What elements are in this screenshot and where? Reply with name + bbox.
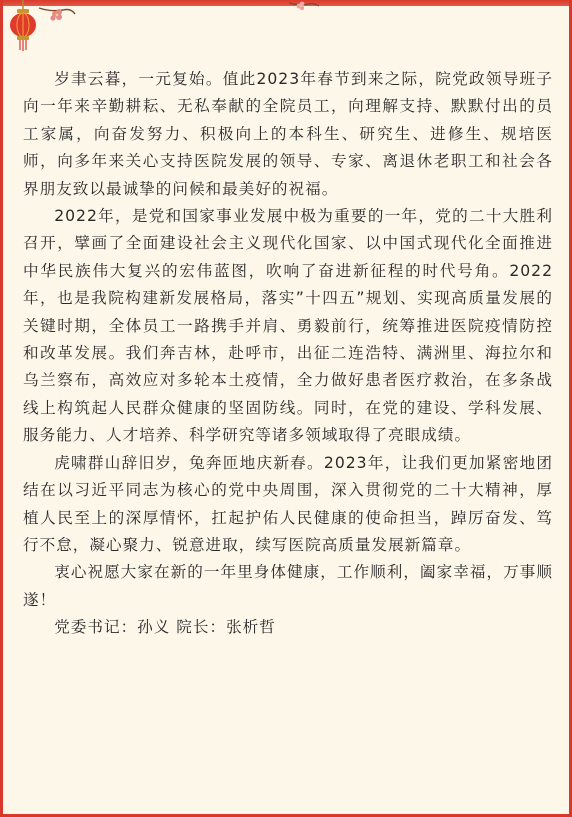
top-border bbox=[3, 0, 569, 6]
plum-blossom-icon bbox=[37, 2, 77, 30]
paragraph: 岁聿云暮，一元复始。值此2023年春节到来之际，院党政领导班子向一年来辛勤耕耘、无私奉献的全院员工，向理解支持、默默付出的员工家属，向奋发努力、积极向上的本科生、研究生、进修生、规培医师，向多年来关心支持医院发展的领导、专家、离退休老职工和社会各界朋友致以最诚挚的问候和最美好的祝福。 bbox=[23, 70, 553, 198]
plum-blossom-icon bbox=[289, 0, 319, 14]
paragraph: 2022年，是党和国家事业发展中极为重要的一年，党的二十大胜利召开，擘画了全面建设社会主义现代化国家、以中国式现代化全面推进中华民族伟大复兴的宏伟蓝图，吹响了奋进新征程的时代号角。2022年，也是我院构建新发展格局，落实”十四五”规划、实现高质量发展的关键时期，全体员工一路携手并肩、勇毅前行，统筹推进医院疫情防控和改革发展。我们奔吉林，赴呼市，出征二连浩特、满洲里、海拉尔和乌兰察布，高效应对多轮本土疫情，全力做好患者医疗救治，在多条战线上构筑起人民群众健康的坚固防线。同时，在党的建设、学科发展、服务能力、人才培养、科学研究等诸多领域取得了亮眼成绩。 bbox=[23, 207, 553, 445]
letter-body bbox=[23, 66, 553, 642]
paragraph: 虎啸群山辞旧岁，兔奔匝地庆新春。2023年，让我们更加紧密地团结在以习近平同志为核心的党中央周围，深入贯彻党的二十大精神，厚植人民至上的深厚情怀，扛起护佑人民健康的使命担当，踔厉奋发、笃行不怠，凝心聚力、锐意进取，续写医院高质量发展新篇章。 bbox=[23, 453, 553, 554]
signature: 党委书记：孙义 院长：张析哲 bbox=[54, 618, 276, 637]
paragraph: 衷心祝愿大家在新的一年里身体健康，工作顺利，阖家幸福，万事顺遂！ bbox=[23, 563, 553, 609]
